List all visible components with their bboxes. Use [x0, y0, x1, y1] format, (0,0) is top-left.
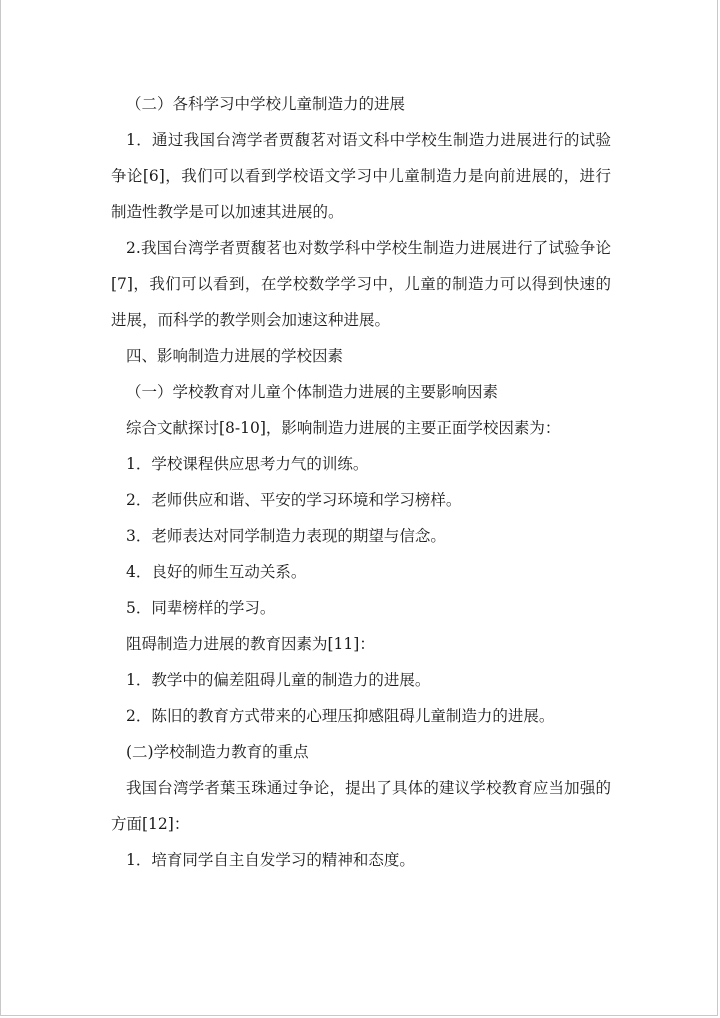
list-item-positive-4: 4．良好的师生互动关系。 [126, 563, 307, 581]
paragraph-negative-factors: 阻碍制造力进展的教育因素为[11]： [126, 635, 375, 653]
section-heading-4: 四、影响制造力进展的学校因素 [126, 347, 344, 365]
list-item-recommendation-1: 1．培育同学自主自发学习的精神和态度。 [126, 851, 415, 869]
paragraph-math-study: 2.我国台湾学者贾馥茗也对数学科中学校生制造力进展进行了试验争论[7]，我们可以看到，在学校数学学习中，儿童的制造力可以得到快速的进展，而科学的教学则会加速这种进展。 [111, 239, 611, 329]
section-heading-4-2: (二)学校制造力教育的重点 [126, 743, 309, 761]
section-heading-2-2: （二）各科学习中学校儿童制造力的进展 [126, 95, 406, 113]
list-item-negative-1: 1．教学中的偏差阻碍儿童的制造力的进展。 [126, 671, 431, 689]
paragraph-literature-review: 综合文献探讨[8-10]，影响制造力进展的主要正面学校因素为： [126, 419, 561, 437]
list-item-positive-2: 2．老师供应和谐、平安的学习环境和学习榜样。 [126, 491, 462, 509]
list-item-positive-1: 1．学校课程供应思考力气的训练。 [126, 455, 369, 473]
list-item-negative-2: 2．陈旧的教育方式带来的心理压抑感阻碍儿童制造力的进展。 [126, 707, 555, 725]
section-heading-4-1: （一）学校教育对儿童个体制造力进展的主要影响因素 [126, 383, 499, 401]
paragraph-recommendations: 我国台湾学者葉玉珠通过争论，提出了具体的建议学校教育应当加强的方面[12]： [111, 779, 611, 833]
paragraph-chinese-study: 1．通过我国台湾学者贾馥茗对语文科中学校生制造力进展进行的试验争论[6]，我们可以看到学校语文学习中儿童制造力是向前进展的，进行制造性教学是可以加速其进展的。 [111, 131, 611, 221]
list-item-positive-3: 3．老师表达对同学制造力表现的期望与信念。 [126, 527, 446, 545]
list-item-positive-5: 5．同辈榜样的学习。 [126, 599, 276, 617]
document-body [111, 86, 611, 878]
